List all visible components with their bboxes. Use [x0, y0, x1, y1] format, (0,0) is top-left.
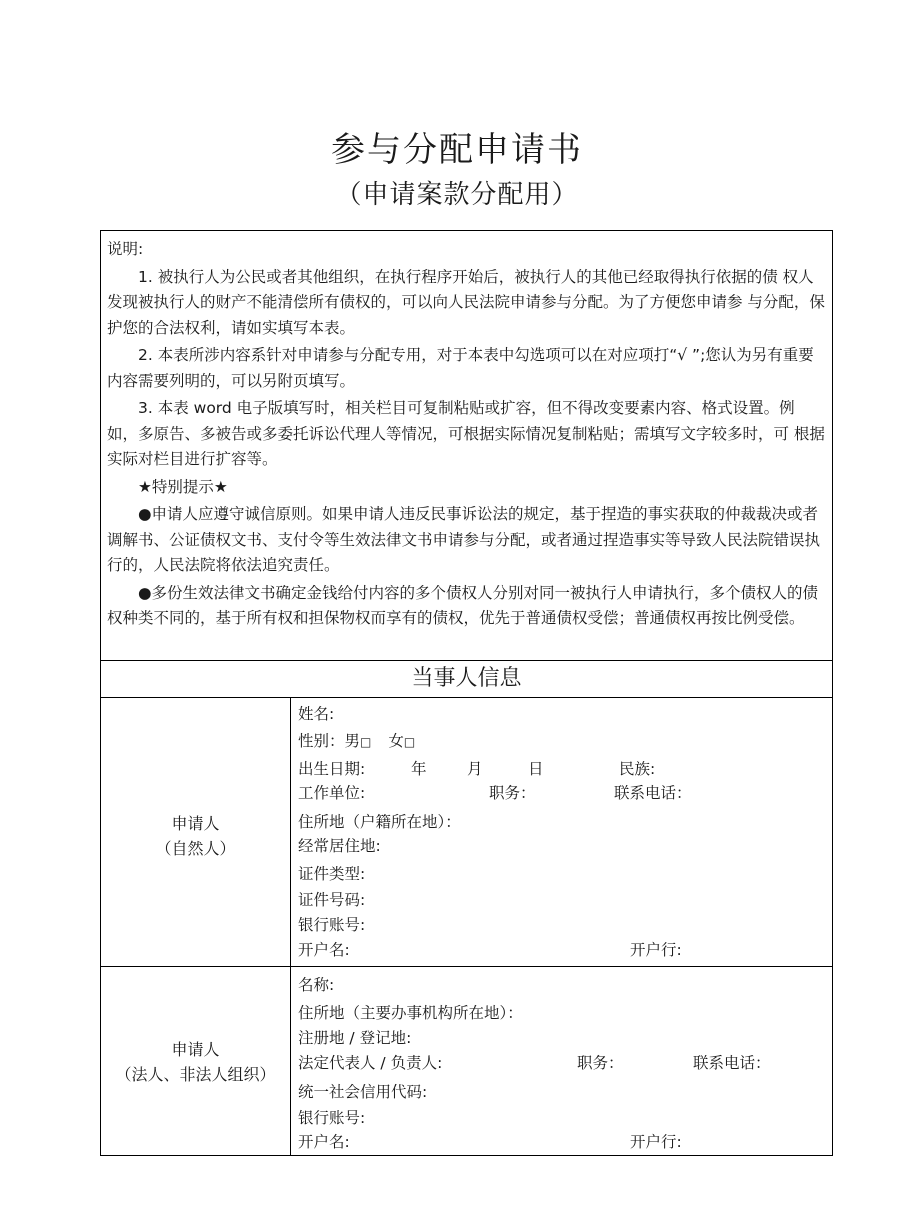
representative-field[interactable]: 法定代表人 / 负责人:: [298, 1054, 443, 1072]
birth-day-label: 日: [528, 760, 544, 778]
credit-code-field[interactable]: 统一社会信用代码:: [298, 1083, 428, 1101]
instruction-1: 1. 被执行人为公民或者其他组织，在执行程序开始后，被执行人的其他已经取得执行依据的债 权人发现被执行人的财产不能清偿所有债权的，可以向人民法院申请参与分配。为了方便您申请参 与分配，保护您的合法权利，请如实填写本表。: [107, 267, 825, 337]
name-field[interactable]: 姓名:: [298, 705, 335, 723]
gender-field: [298, 731, 415, 752]
party-info-heading: 当事人信息: [411, 666, 522, 691]
instructions-section: [107, 237, 825, 634]
bank-account-field[interactable]: 银行账号:: [298, 916, 366, 934]
instructions-label: 说明:: [107, 240, 144, 258]
domicile-field[interactable]: 住所地（户籍所在地）：: [298, 813, 461, 831]
natural-person-label: [101, 811, 290, 861]
legal-person-label-line1: 申请人: [171, 1040, 220, 1059]
legal-person-label-line2: （法人、非法人组织）: [115, 1065, 276, 1084]
male-checkbox[interactable]: □: [360, 735, 372, 749]
residence-field[interactable]: 经常居住地:: [298, 837, 381, 855]
org-bank-account-field[interactable]: 银行账号:: [298, 1109, 366, 1127]
legal-person-label: [101, 1037, 290, 1087]
org-bank-field[interactable]: 开户行:: [630, 1133, 682, 1151]
instruction-3: 3. 本表 word 电子版填写时，相关栏目可复制粘贴或扩容，但不得改变要素内容、格式设置。例 如，多原告、多被告或多委托诉讼代理人等情况，可根据实际情况复制粘贴；需填写文字较多时，可 根据实际对栏目进行扩容等。: [107, 399, 825, 468]
position-field[interactable]: 职务：: [489, 784, 536, 802]
natural-person-label-line2: （自然人）: [155, 839, 236, 858]
registration-field[interactable]: 注册地 / 登记地:: [298, 1029, 412, 1047]
column-divider: [290, 697, 291, 1155]
birth-year-label: 年: [411, 760, 427, 778]
org-account-name-field[interactable]: 开户名:: [298, 1133, 350, 1151]
divider-heading: [101, 697, 832, 698]
birth-month-label: 月: [467, 760, 483, 778]
phone-field[interactable]: 联系电话：: [614, 784, 692, 802]
female-checkbox[interactable]: □: [403, 735, 416, 749]
account-name-field[interactable]: 开户名:: [298, 941, 350, 959]
org-name-field[interactable]: 名称:: [298, 976, 335, 994]
male-option-label: 男: [344, 732, 361, 750]
id-type-field[interactable]: 证件类型:: [298, 865, 366, 883]
special-tip-1: ●申请人应遵守诚信原则。如果申请人违反民事诉讼法的规定，基于捏造的事实获取的仲裁裁决或者调解书、公证债权文书、支付令等生效法律文书申请参与分配，或者通过捏造事实等导致人民法院错误执行的，人民法院将依法追究责任。: [107, 505, 821, 574]
org-position-field[interactable]: 职务：: [577, 1054, 624, 1072]
special-tip-label: ★特别提示★: [138, 477, 228, 496]
application-form: [100, 230, 833, 1156]
page-subtitle: （申请案款分配用）: [335, 180, 579, 210]
page-title: 参与分配申请书: [331, 130, 583, 170]
bank-field[interactable]: 开户行:: [630, 941, 682, 959]
org-domicile-field[interactable]: 住所地（主要办事机构所在地）：: [298, 1004, 523, 1022]
ethnicity-field[interactable]: 民族:: [619, 760, 656, 778]
special-tip-2: ●多份生效法律文书确定金钱给付内容的多个债权人分别对同一被执行人申请执行，多个债权人的债权种类不同的，基于所有权和担保物权而享有的债权，优先于普通债权受偿；普通债权再按比例受偿。: [107, 583, 819, 627]
gender-label: 性别：: [298, 732, 345, 750]
workplace-field[interactable]: 工作单位:: [298, 784, 366, 802]
birth-date-field[interactable]: 出生日期:: [298, 760, 366, 778]
instruction-2: 2. 本表所涉内容系针对申请参与分配专用，对于本表中勾选项可以在对应项打“√ ”;您认为另有重要内容需要列明的，可以另附页填写。: [107, 346, 814, 390]
natural-person-label-line1: 申请人: [171, 814, 220, 833]
id-number-field[interactable]: 证件号码:: [298, 891, 366, 909]
divider-rows: [101, 966, 832, 967]
female-option-label: 女: [388, 732, 404, 750]
org-phone-field[interactable]: 联系电话：: [693, 1054, 771, 1072]
